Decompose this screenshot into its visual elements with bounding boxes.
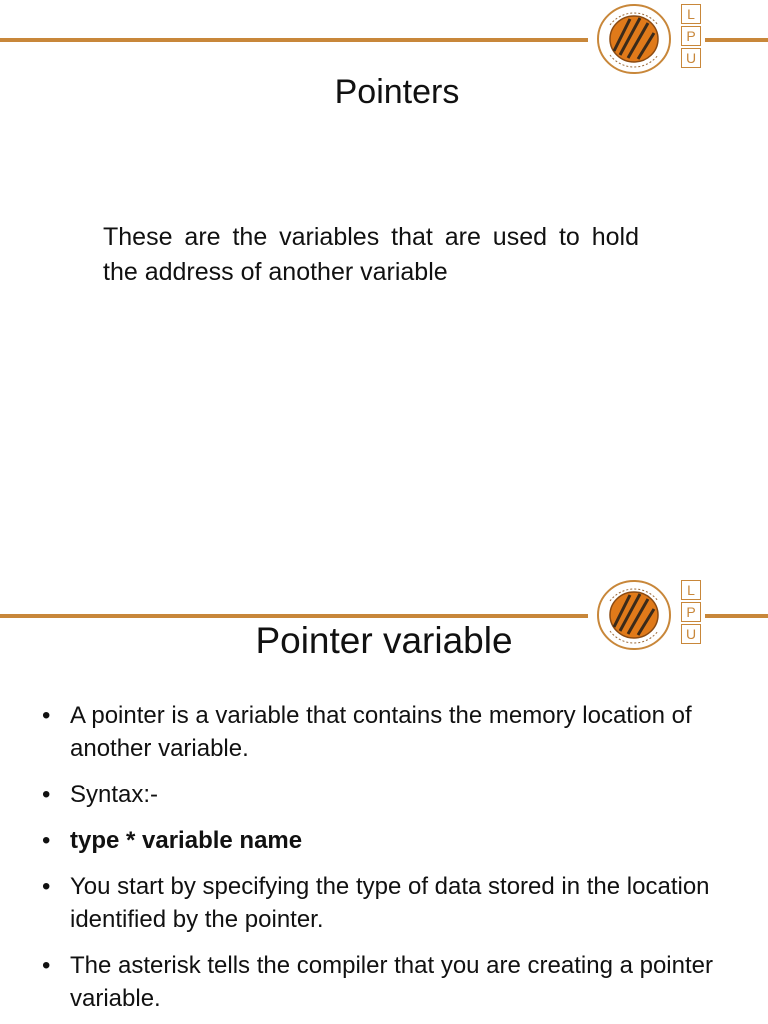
bullet-dot: •: [42, 781, 51, 808]
slide-pointer-variable: [0, 576, 768, 1024]
bullet-list: [42, 699, 752, 1024]
bullet-text: type * variable name: [70, 827, 303, 854]
logo-letter-u: U: [681, 48, 701, 68]
slide-title: Pointer variable: [255, 620, 513, 661]
header-rule-right: [705, 614, 768, 618]
logo-letter-p: P: [681, 602, 701, 622]
header-rule-right: [705, 38, 768, 42]
bullet-dot: •: [42, 702, 51, 729]
lpu-seal-icon: [596, 3, 672, 75]
lpu-letters: [681, 4, 701, 70]
header-rule-left: [0, 614, 588, 618]
bullet-text: The asterisk tells the compiler that you are creating a pointer variable.: [70, 952, 713, 1012]
bullet-dot: •: [42, 873, 51, 900]
bullet-text: You start by specifying the type of data stored in the location identified by the pointer.: [70, 873, 710, 933]
header-rule-left: [0, 38, 588, 42]
bullet-dot: •: [42, 952, 51, 979]
slide-title: Pointers: [334, 73, 460, 111]
bullet-item: [42, 949, 752, 1015]
bullet-item: [42, 870, 752, 936]
bullet-text: Syntax:-: [70, 781, 159, 808]
bullet-item: [42, 778, 752, 811]
bullet-dot: •: [42, 827, 51, 854]
bullet-item: [42, 699, 752, 765]
bullet-item-syntax: [42, 824, 752, 857]
logo-letter-l: L: [681, 580, 701, 600]
bullet-text: A pointer is a variable that contains the memory location of another variable.: [70, 702, 692, 762]
logo-letter-p: P: [681, 26, 701, 46]
logo-letter-l: L: [681, 4, 701, 24]
logo-letter-u: U: [681, 624, 701, 644]
definition-text: These are the variables that are used to hold the address of another variable: [103, 223, 639, 286]
